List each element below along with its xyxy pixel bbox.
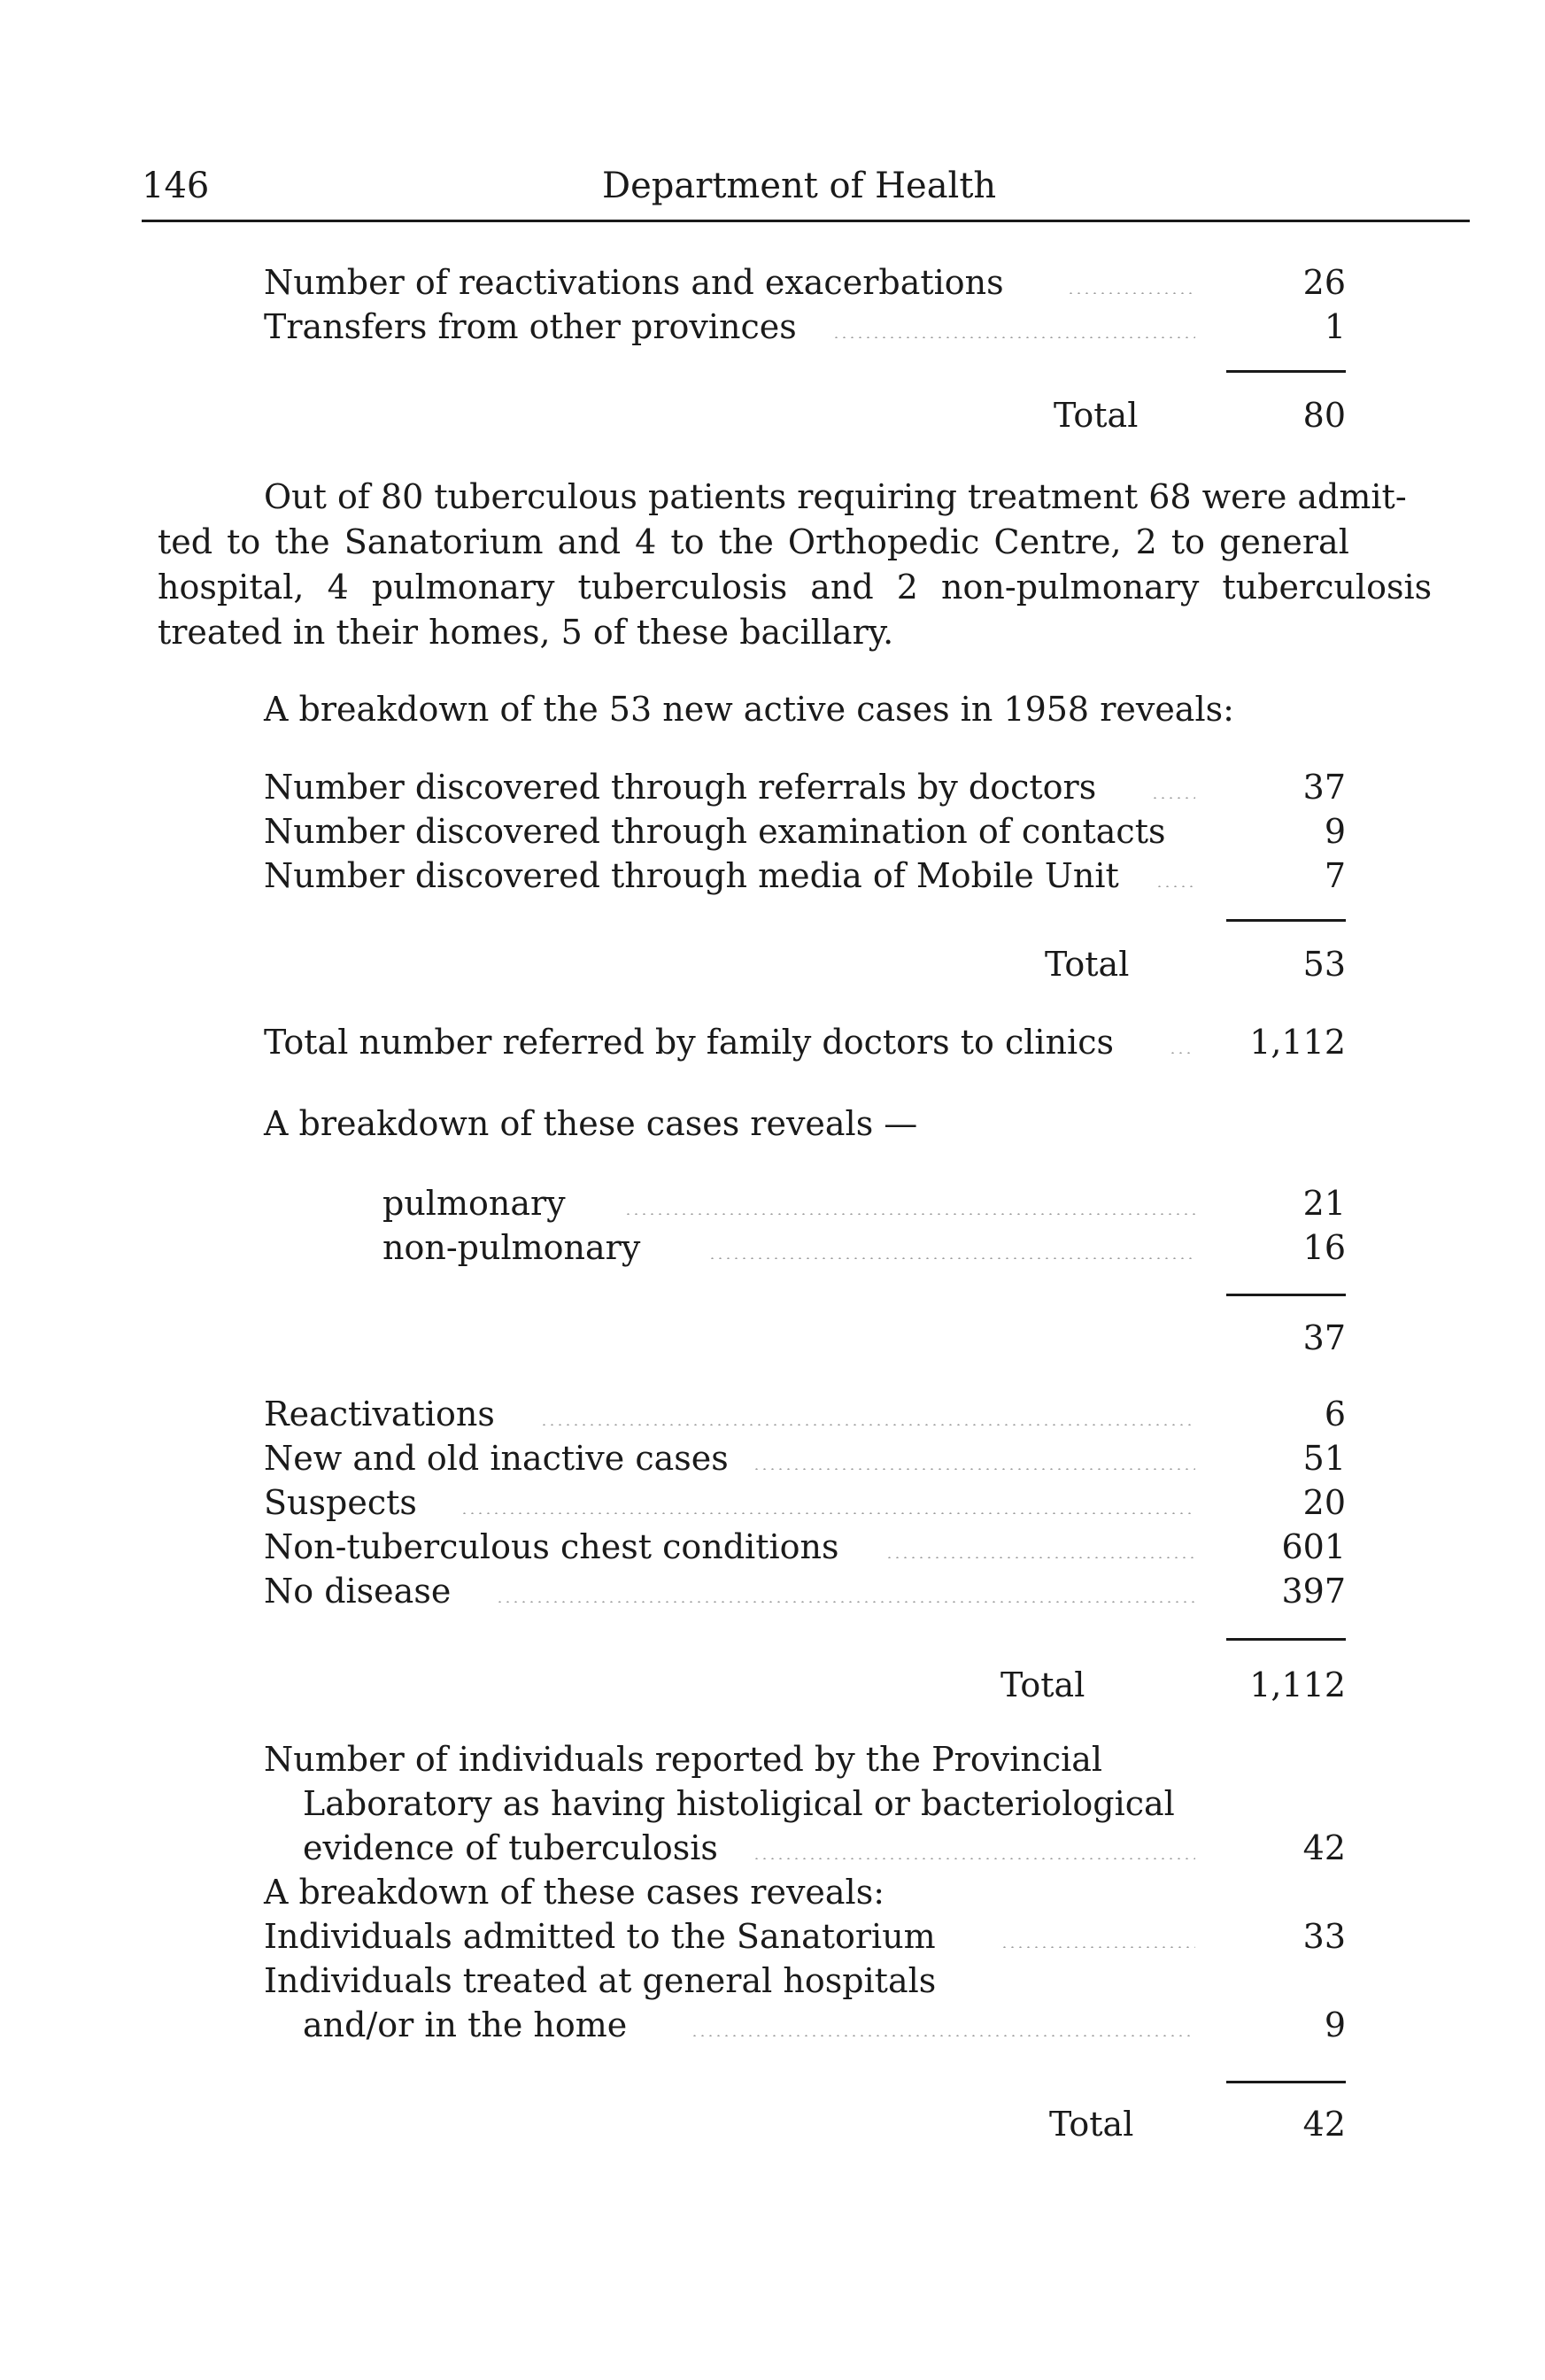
lab-text: evidence of tuberculosis <box>303 1828 718 1867</box>
page-number: 146 <box>142 166 210 206</box>
total-label: Total <box>1045 945 1130 984</box>
row-value: 26 <box>1302 263 1346 302</box>
row-label: Individuals treated at general hospitals <box>264 1961 937 2000</box>
row-label: Number discovered through examination of contacts <box>264 812 1166 851</box>
row-label: Number discovered through media of Mobile Unit <box>264 856 1119 895</box>
breakdown-intro: A breakdown of these cases reveals — <box>264 1104 918 1143</box>
row-label: Non-tuberculous chest conditions <box>264 1527 839 1566</box>
subtotal-rule <box>1226 1294 1346 1296</box>
total-rule <box>1226 370 1346 373</box>
paragraph-line: treated in their homes, 5 of these bacillary. <box>158 613 894 652</box>
paragraph-line: hospital, 4 pulmonary tuberculosis and 2 non-pulmonary tuberculosis <box>158 568 1433 607</box>
subtotal-value: 37 <box>1302 1318 1346 1357</box>
row-value: 397 <box>1281 1572 1346 1611</box>
row-value: 37 <box>1302 768 1346 807</box>
row-label: No disease <box>264 1572 452 1611</box>
row-label: New and old inactive cases <box>264 1439 729 1478</box>
breakdown-intro: A breakdown of the 53 new active cases in 1958 reveals: <box>264 690 1234 729</box>
leader-dots <box>885 1557 1195 1558</box>
total-rule <box>1226 919 1346 922</box>
total-label: Total <box>1054 396 1139 435</box>
row-value: 20 <box>1302 1483 1346 1522</box>
row-value: 6 <box>1324 1395 1346 1433</box>
row-label: pulmonary <box>382 1184 566 1223</box>
row-value: 7 <box>1324 856 1346 895</box>
row-label: Suspects <box>264 1483 417 1522</box>
row-value: 9 <box>1324 812 1346 851</box>
leader-dots <box>496 1601 1195 1603</box>
row-value: 33 <box>1302 1917 1346 1956</box>
leader-dots <box>460 1512 1195 1514</box>
breakdown-intro: A breakdown of these cases reveals: <box>264 1873 885 1912</box>
row-value: 9 <box>1324 2005 1346 2044</box>
row-label: Transfers from other provinces <box>264 307 797 346</box>
leader-dots <box>691 2035 1195 2036</box>
row-value: 601 <box>1281 1527 1346 1566</box>
lab-text: Number of individuals reported by the Provincial <box>264 1740 1103 1779</box>
row-value: 21 <box>1302 1184 1346 1223</box>
row-value: 16 <box>1302 1228 1346 1267</box>
total-rule <box>1226 1638 1346 1641</box>
total-value: 1,112 <box>1249 1665 1346 1704</box>
total-value: 80 <box>1302 396 1346 435</box>
paragraph-line: Out of 80 tuberculous patients requiring treatment 68 were admit- <box>264 477 1407 516</box>
running-title: Department of Health <box>602 166 997 206</box>
total-value: 42 <box>1302 2105 1346 2144</box>
referred-value: 1,112 <box>1249 1023 1346 1062</box>
row-label: Number of reactivations and exacerbations <box>264 263 1004 302</box>
leader-dots <box>540 1424 1195 1426</box>
row-value: 1 <box>1324 307 1346 346</box>
leader-dots <box>1000 1946 1195 1948</box>
lab-text: Laboratory as having histoligical or bacteriological <box>303 1784 1175 1823</box>
row-label: non-pulmonary <box>382 1228 641 1267</box>
total-label: Total <box>1000 1665 1085 1704</box>
row-label: Number discovered through referrals by doctors <box>264 768 1097 807</box>
total-value: 53 <box>1302 945 1346 984</box>
leader-dots <box>624 1213 1195 1215</box>
total-rule <box>1226 2081 1346 2083</box>
row-label: and/or in the home <box>303 2005 628 2044</box>
row-label: Individuals admitted to the Sanatorium <box>264 1917 936 1956</box>
leader-dots <box>708 1257 1195 1259</box>
row-value: 42 <box>1302 1828 1346 1867</box>
referred-label: Total number referred by family doctors to clinics <box>264 1023 1114 1062</box>
total-label: Total <box>1049 2105 1134 2144</box>
paragraph-line: ted to the Sanatorium and 4 to the Orthopedic Centre, 2 to general <box>158 522 1349 561</box>
row-value: 51 <box>1302 1439 1346 1478</box>
header-rule <box>142 220 1470 222</box>
row-label: Reactivations <box>264 1395 495 1433</box>
leader-dots <box>753 1468 1195 1470</box>
leader-dots <box>753 1858 1195 1859</box>
leader-dots <box>832 336 1195 338</box>
